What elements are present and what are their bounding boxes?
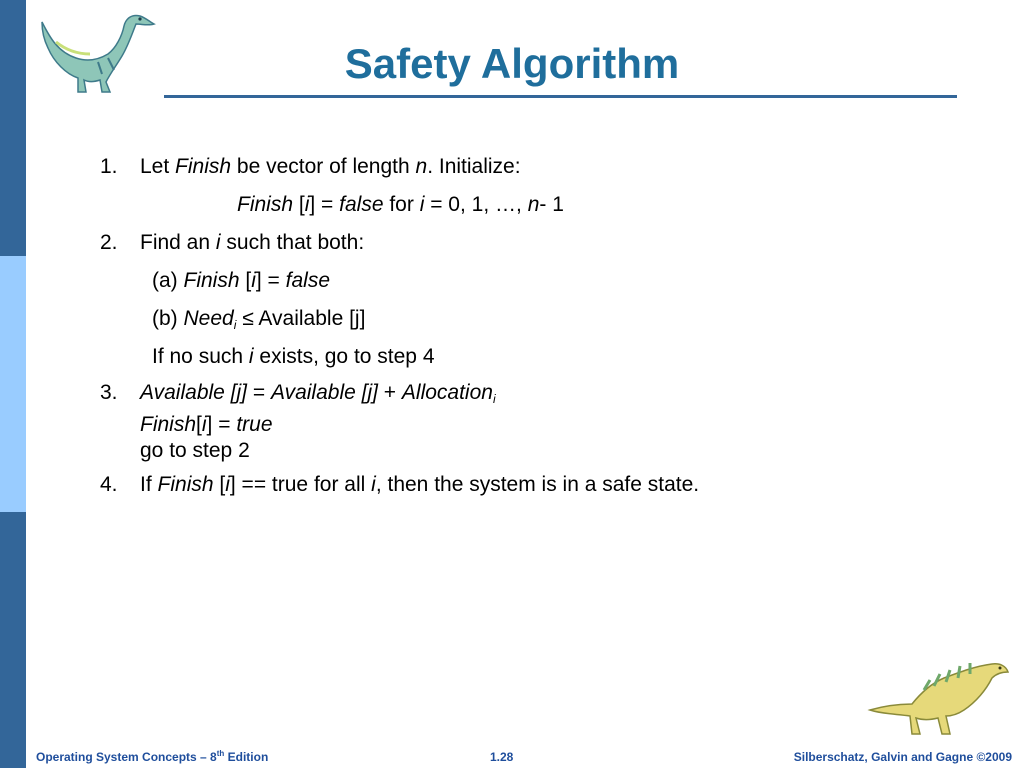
step-number: 3.: [100, 381, 118, 404]
step-3-line-2: Finish[i] = true: [140, 413, 273, 436]
slide-body: [100, 148, 980, 504]
left-band-top: [0, 0, 26, 256]
footer-book-title: Operating System Concepts – 8th Edition: [36, 749, 269, 764]
step-number: 4.: [100, 473, 118, 496]
title-underline: [164, 95, 957, 98]
formula-text: Finish [i] = false for i = 0, 1, …, n- 1: [237, 193, 564, 216]
step-2-condition-a: [100, 262, 980, 300]
slide-title: Safety Algorithm: [344, 40, 680, 87]
step-2-else: [100, 338, 980, 376]
dinosaur-footer-icon: [864, 660, 1014, 742]
footer-slide-number: 1.28: [490, 750, 514, 764]
step-3: [100, 376, 980, 466]
step-text: [140, 380, 496, 464]
step-3-line-1: Available [j] = Available [j] + Allocation$_i$: [140, 381, 496, 406]
condition-text: If no such i exists, go to step 4: [152, 345, 435, 368]
step-number: 1.: [100, 155, 118, 178]
step-3-line-3: go to step 2: [140, 439, 250, 462]
condition-text: (b) Need$_i$ ≤ Available [j]: [152, 307, 366, 332]
footer-copyright: Silberschatz, Galvin and Gagne ©2009: [793, 750, 1012, 764]
step-number: 2.: [100, 231, 118, 254]
step-text: Let Finish be vector of length n. Initialize:: [140, 155, 521, 178]
condition-text: (a) Finish [i] = false: [152, 269, 331, 292]
step-1: [100, 148, 980, 186]
step-text: If Finish [i] == true for all i, then the system is in a safe state.: [140, 473, 700, 496]
left-band-middle: [0, 256, 26, 512]
step-2: [100, 224, 980, 262]
step-1-initialization: [100, 186, 980, 224]
step-text: Find an i such that both:: [140, 231, 365, 254]
step-2-condition-b: [100, 300, 980, 338]
step-4: [100, 466, 980, 504]
left-band-bottom: [0, 512, 26, 768]
